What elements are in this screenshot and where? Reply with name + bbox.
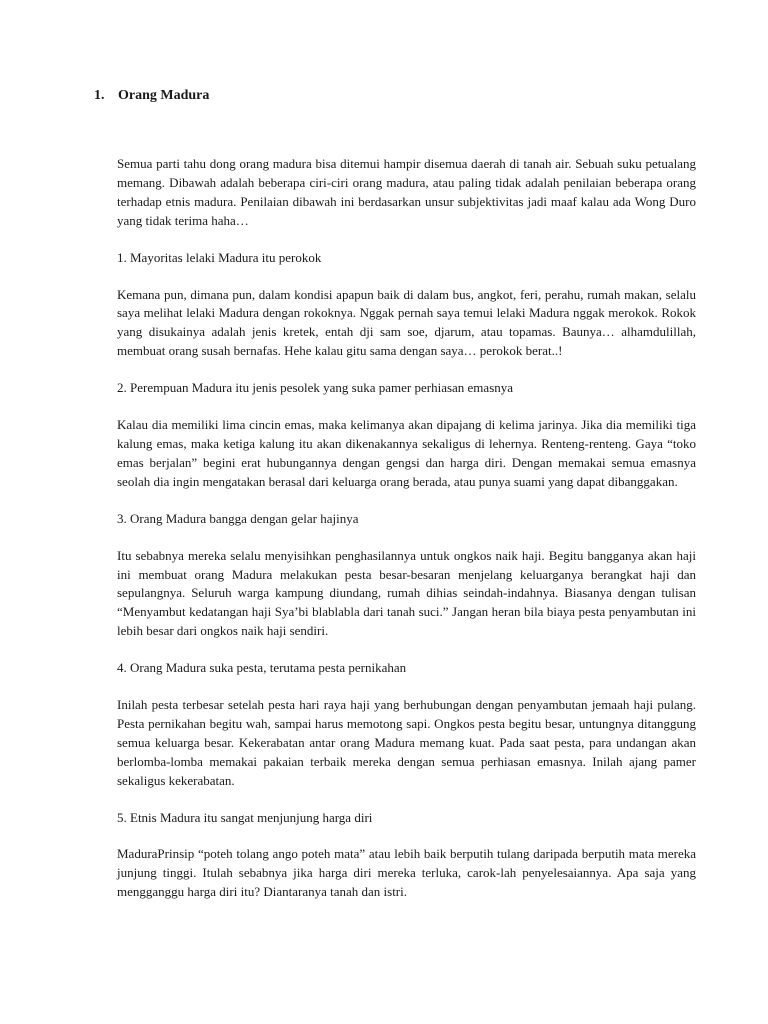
section-title: 2. Perempuan Madura itu jenis pesolek yang suka pamer perhiasan emasnya: [117, 380, 514, 396]
section-body: Kalau dia memiliki lima cincin emas, maka kelimanya akan dipajang di kelima jarinya. Jika dia memiliki tiga kalung emas, maka ketiga kalung itu akan dikenakannya sekaligus di lehernya. Renteng-renteng. Gaya “toko emas berjalan” begini erat hubungannya dengan gengsi dan harga diri. Dengan memakai semua emasnya seolah dia ingin mengatakan berasal dari keluarga orang berada, atau punya suami yang dapat dibanggakan.: [117, 417, 696, 489]
section-body: Kemana pun, dimana pun, dalam kondisi apapun baik di dalam bus, angkot, feri, perahu, rumah makan, selalu saya melihat lelaki Madura dengan rokoknya. Nggak pernah saya temui lelaki Madura nggak merokok. Rokok yang disukainya adalah jenis kretek, entah dji sam soe, djarum, atau topamas. Baunya… alhamdulillah, membuat orang susah bernafas. Hehe kalau gitu sama dengan saya… perokok berat..!: [117, 286, 696, 359]
section-body: Inilah pesta terbesar setelah pesta hari raya haji yang berhubungan dengan penyambutan jemaah haji pulang. Pesta pernikahan begitu wah, sampai harus memotong sapi. Ongkos pesta begitu besar, untungnya ditanggung semua keluarga besar. Kekerabatan antar orang Madura memang kuat. Pada saat pesta, para undangan akan berlomba-lomba memakai pakaian terbaik mereka dengan semua perhiasan emasnya. Inilah ajang pamer sekaligus kekerabatan.: [117, 697, 696, 788]
intro-paragraph: Semua parti tahu dong orang madura bisa ditemui hampir disemua daerah di tanah air. Sebuah suku petualang memang. Dibawah adalah beberapa ciri-ciri orang madura, atau paling tidak adalah penilaian beberapa orang terhadap etnis madura. Penilaian dibawah ini berdasarkan unsur subjektivitas jadi maaf kalau ada Wong Duro yang tidak terima haha…: [117, 156, 696, 228]
section-title: 5. Etnis Madura itu sangat menjunjung harga diri: [117, 809, 373, 825]
section-title: 1. Mayoritas lelaki Madura itu perokok: [117, 249, 322, 265]
section-body: MaduraPrinsip “poteh tolang ango poteh mata” atau lebih baik berputih tulang daripada berputih mata mereka junjung tinggi. Itulah sebabnya jika harga diri mereka terluka, carok-lah penyelesaiannya. Apa saja yang mengganggu harga diri itu? Diantaranya tanah dan istri.: [117, 846, 696, 900]
document-heading: [94, 86, 209, 106]
section-title: 3. Orang Madura bangga dengan gelar hajinya: [117, 510, 359, 526]
document-body: [117, 155, 696, 902]
heading-title: Orang Madura: [118, 88, 210, 103]
heading-number: 1.: [94, 88, 105, 103]
section-title: 4. Orang Madura suka pesta, terutama pesta pernikahan: [117, 660, 407, 676]
section-body: Itu sebabnya mereka selalu menyisihkan penghasilannya untuk ongkos naik haji. Begitu bangganya akan haji ini membuat orang Madura melakukan pesta besar-besaran menjelang keluarganya berangkat haji dan sepulangnya. Seluruh warga kampung diundang, rumah dihias seindah-indahnya. Biasanya dengan tulisan “Menyambut kedatangan haji Sya’bi blablabla dari tanah suci.” Jangan heran bila biaya pesta penyambutan ini lebih besar dari ongkos naik haji sendiri.: [117, 547, 696, 639]
